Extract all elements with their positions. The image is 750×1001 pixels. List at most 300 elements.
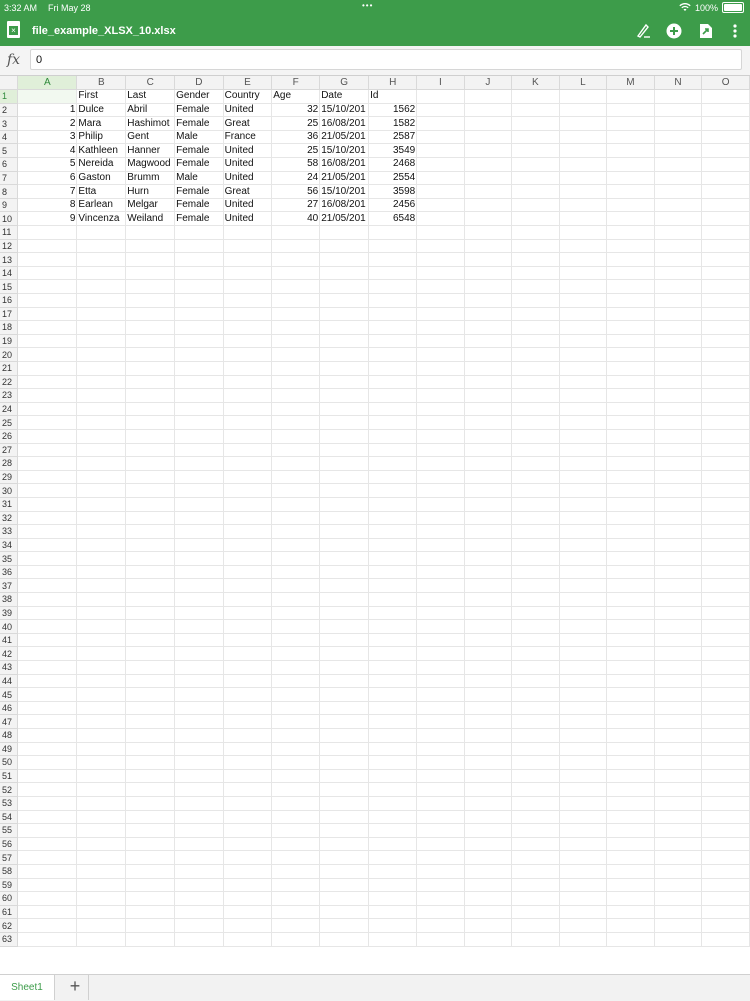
- cell-b22[interactable]: [77, 375, 126, 389]
- cell-d18[interactable]: [175, 321, 224, 335]
- row-header[interactable]: 36: [0, 565, 18, 579]
- cell-j9[interactable]: [464, 198, 511, 212]
- cell-g20[interactable]: [320, 348, 369, 362]
- formula-input[interactable]: 0: [30, 49, 742, 70]
- cell-k56[interactable]: [512, 837, 560, 851]
- cell-b36[interactable]: [77, 565, 126, 579]
- cell-d63[interactable]: [175, 932, 224, 946]
- cell-h61[interactable]: [369, 905, 417, 919]
- cell-o36[interactable]: [702, 565, 750, 579]
- cell-f37[interactable]: [272, 579, 320, 593]
- cell-o22[interactable]: [702, 375, 750, 389]
- cell-l26[interactable]: [559, 429, 607, 443]
- cell-a62[interactable]: [18, 919, 77, 933]
- cell-k37[interactable]: [512, 579, 560, 593]
- cell-l49[interactable]: [559, 742, 607, 756]
- cell-a13[interactable]: [18, 253, 77, 267]
- spreadsheet-file-icon[interactable]: ×: [7, 21, 20, 38]
- cell-h23[interactable]: [369, 389, 417, 403]
- cell-k44[interactable]: [512, 674, 560, 688]
- cell-k23[interactable]: [512, 389, 560, 403]
- cell-c36[interactable]: [126, 565, 175, 579]
- cell-k49[interactable]: [512, 742, 560, 756]
- cell-j1[interactable]: [464, 90, 511, 104]
- cell-n1[interactable]: [654, 90, 702, 104]
- more-icon[interactable]: [726, 22, 744, 40]
- cell-h22[interactable]: [369, 375, 417, 389]
- cell-k20[interactable]: [512, 348, 560, 362]
- cell-b51[interactable]: [77, 769, 126, 783]
- cell-c40[interactable]: [126, 620, 175, 634]
- cell-n61[interactable]: [654, 905, 702, 919]
- cell-e28[interactable]: [223, 457, 272, 471]
- cell-f16[interactable]: [272, 294, 320, 308]
- cell-h5[interactable]: 3549: [369, 144, 417, 158]
- cell-l53[interactable]: [559, 796, 607, 810]
- cell-k38[interactable]: [512, 593, 560, 607]
- cell-l46[interactable]: [559, 701, 607, 715]
- cell-l60[interactable]: [559, 892, 607, 906]
- cell-k1[interactable]: [512, 90, 560, 104]
- cell-m36[interactable]: [607, 565, 655, 579]
- cell-d12[interactable]: [175, 239, 224, 253]
- row-header[interactable]: 40: [0, 620, 18, 634]
- cell-d24[interactable]: [175, 402, 224, 416]
- cell-a63[interactable]: [18, 932, 77, 946]
- cell-l4[interactable]: [559, 130, 607, 144]
- cell-e16[interactable]: [223, 294, 272, 308]
- cell-h32[interactable]: [369, 511, 417, 525]
- cell-e42[interactable]: [223, 647, 272, 661]
- cell-l36[interactable]: [559, 565, 607, 579]
- cell-o8[interactable]: [702, 185, 750, 199]
- cell-m46[interactable]: [607, 701, 655, 715]
- cell-m39[interactable]: [607, 606, 655, 620]
- cell-a51[interactable]: [18, 769, 77, 783]
- cell-d20[interactable]: [175, 348, 224, 362]
- cell-g24[interactable]: [320, 402, 369, 416]
- row-header[interactable]: 50: [0, 756, 18, 770]
- cell-a24[interactable]: [18, 402, 77, 416]
- cell-k40[interactable]: [512, 620, 560, 634]
- cell-n4[interactable]: [654, 130, 702, 144]
- cell-k47[interactable]: [512, 715, 560, 729]
- cell-o16[interactable]: [702, 294, 750, 308]
- cell-a58[interactable]: [18, 864, 77, 878]
- cell-f33[interactable]: [272, 525, 320, 539]
- row-header[interactable]: 26: [0, 429, 18, 443]
- cell-j40[interactable]: [464, 620, 511, 634]
- cell-a6[interactable]: 5: [18, 158, 77, 172]
- cell-f4[interactable]: 36: [272, 130, 320, 144]
- cell-m37[interactable]: [607, 579, 655, 593]
- cell-b49[interactable]: [77, 742, 126, 756]
- cell-j49[interactable]: [464, 742, 511, 756]
- cell-h15[interactable]: [369, 280, 417, 294]
- cell-a61[interactable]: [18, 905, 77, 919]
- cell-l11[interactable]: [559, 226, 607, 240]
- cell-i38[interactable]: [417, 593, 464, 607]
- cell-i27[interactable]: [417, 443, 464, 457]
- cell-k58[interactable]: [512, 864, 560, 878]
- cell-l15[interactable]: [559, 280, 607, 294]
- cell-m35[interactable]: [607, 552, 655, 566]
- cell-m56[interactable]: [607, 837, 655, 851]
- cell-h21[interactable]: [369, 361, 417, 375]
- cell-k26[interactable]: [512, 429, 560, 443]
- cell-l59[interactable]: [559, 878, 607, 892]
- cell-l17[interactable]: [559, 307, 607, 321]
- cell-m15[interactable]: [607, 280, 655, 294]
- cell-g10[interactable]: 21/05/201: [320, 212, 369, 226]
- cell-m30[interactable]: [607, 484, 655, 498]
- cell-e39[interactable]: [223, 606, 272, 620]
- cell-o27[interactable]: [702, 443, 750, 457]
- cell-j47[interactable]: [464, 715, 511, 729]
- cell-l38[interactable]: [559, 593, 607, 607]
- cell-n20[interactable]: [654, 348, 702, 362]
- cell-e58[interactable]: [223, 864, 272, 878]
- cell-o49[interactable]: [702, 742, 750, 756]
- cell-n39[interactable]: [654, 606, 702, 620]
- cell-l45[interactable]: [559, 688, 607, 702]
- cell-i42[interactable]: [417, 647, 464, 661]
- cell-i55[interactable]: [417, 824, 464, 838]
- cell-n9[interactable]: [654, 198, 702, 212]
- cell-k15[interactable]: [512, 280, 560, 294]
- cell-e44[interactable]: [223, 674, 272, 688]
- cell-e22[interactable]: [223, 375, 272, 389]
- cell-d21[interactable]: [175, 361, 224, 375]
- cell-c57[interactable]: [126, 851, 175, 865]
- row-header[interactable]: 7: [0, 171, 18, 185]
- cell-m14[interactable]: [607, 266, 655, 280]
- cell-e50[interactable]: [223, 756, 272, 770]
- cell-j56[interactable]: [464, 837, 511, 851]
- cell-b4[interactable]: Philip: [77, 130, 126, 144]
- cell-d33[interactable]: [175, 525, 224, 539]
- cell-l1[interactable]: [559, 90, 607, 104]
- cell-a19[interactable]: [18, 334, 77, 348]
- cell-o28[interactable]: [702, 457, 750, 471]
- cell-m52[interactable]: [607, 783, 655, 797]
- cell-f44[interactable]: [272, 674, 320, 688]
- cell-m26[interactable]: [607, 429, 655, 443]
- cell-j15[interactable]: [464, 280, 511, 294]
- cell-i28[interactable]: [417, 457, 464, 471]
- cell-k55[interactable]: [512, 824, 560, 838]
- cell-f63[interactable]: [272, 932, 320, 946]
- cell-n62[interactable]: [654, 919, 702, 933]
- cell-e51[interactable]: [223, 769, 272, 783]
- cell-h49[interactable]: [369, 742, 417, 756]
- cell-f29[interactable]: [272, 470, 320, 484]
- cell-i9[interactable]: [417, 198, 464, 212]
- cell-k46[interactable]: [512, 701, 560, 715]
- cell-g52[interactable]: [320, 783, 369, 797]
- cell-c53[interactable]: [126, 796, 175, 810]
- cell-b59[interactable]: [77, 878, 126, 892]
- cell-h36[interactable]: [369, 565, 417, 579]
- cell-i45[interactable]: [417, 688, 464, 702]
- cell-o59[interactable]: [702, 878, 750, 892]
- row-header[interactable]: 41: [0, 633, 18, 647]
- cell-g51[interactable]: [320, 769, 369, 783]
- cell-f32[interactable]: [272, 511, 320, 525]
- cell-o38[interactable]: [702, 593, 750, 607]
- row-header[interactable]: 49: [0, 742, 18, 756]
- cell-d29[interactable]: [175, 470, 224, 484]
- cell-a3[interactable]: 2: [18, 117, 77, 131]
- cell-g3[interactable]: 16/08/201: [320, 117, 369, 131]
- cell-c11[interactable]: [126, 226, 175, 240]
- row-header[interactable]: 13: [0, 253, 18, 267]
- cell-g5[interactable]: 15/10/201: [320, 144, 369, 158]
- cell-a16[interactable]: [18, 294, 77, 308]
- cell-n30[interactable]: [654, 484, 702, 498]
- cell-n21[interactable]: [654, 361, 702, 375]
- cell-d46[interactable]: [175, 701, 224, 715]
- cell-m51[interactable]: [607, 769, 655, 783]
- cell-e48[interactable]: [223, 729, 272, 743]
- cell-j29[interactable]: [464, 470, 511, 484]
- cell-d55[interactable]: [175, 824, 224, 838]
- cell-o51[interactable]: [702, 769, 750, 783]
- row-header[interactable]: 3: [0, 117, 18, 131]
- cell-j58[interactable]: [464, 864, 511, 878]
- cell-a28[interactable]: [18, 457, 77, 471]
- cell-m24[interactable]: [607, 402, 655, 416]
- cell-e30[interactable]: [223, 484, 272, 498]
- cell-i7[interactable]: [417, 171, 464, 185]
- cell-j30[interactable]: [464, 484, 511, 498]
- cell-l41[interactable]: [559, 633, 607, 647]
- cell-a48[interactable]: [18, 729, 77, 743]
- cell-c38[interactable]: [126, 593, 175, 607]
- cell-k43[interactable]: [512, 661, 560, 675]
- cell-m60[interactable]: [607, 892, 655, 906]
- cell-j4[interactable]: [464, 130, 511, 144]
- cell-g21[interactable]: [320, 361, 369, 375]
- cell-o18[interactable]: [702, 321, 750, 335]
- cell-n11[interactable]: [654, 226, 702, 240]
- add-circle-icon[interactable]: [665, 22, 683, 40]
- cell-l63[interactable]: [559, 932, 607, 946]
- cell-o30[interactable]: [702, 484, 750, 498]
- cell-o54[interactable]: [702, 810, 750, 824]
- cell-l9[interactable]: [559, 198, 607, 212]
- cell-i25[interactable]: [417, 416, 464, 430]
- cell-f35[interactable]: [272, 552, 320, 566]
- cell-k25[interactable]: [512, 416, 560, 430]
- cell-e29[interactable]: [223, 470, 272, 484]
- cell-j22[interactable]: [464, 375, 511, 389]
- cell-o24[interactable]: [702, 402, 750, 416]
- cell-d56[interactable]: [175, 837, 224, 851]
- cell-n63[interactable]: [654, 932, 702, 946]
- cell-f15[interactable]: [272, 280, 320, 294]
- cell-i29[interactable]: [417, 470, 464, 484]
- row-header[interactable]: 20: [0, 348, 18, 362]
- cell-n3[interactable]: [654, 117, 702, 131]
- cell-j26[interactable]: [464, 429, 511, 443]
- cell-m49[interactable]: [607, 742, 655, 756]
- row-header[interactable]: 45: [0, 688, 18, 702]
- cell-o12[interactable]: [702, 239, 750, 253]
- cell-a39[interactable]: [18, 606, 77, 620]
- cell-k16[interactable]: [512, 294, 560, 308]
- cell-i6[interactable]: [417, 158, 464, 172]
- cell-b9[interactable]: Earlean: [77, 198, 126, 212]
- cell-d23[interactable]: [175, 389, 224, 403]
- cell-o19[interactable]: [702, 334, 750, 348]
- cell-n50[interactable]: [654, 756, 702, 770]
- cell-h8[interactable]: 3598: [369, 185, 417, 199]
- cell-a35[interactable]: [18, 552, 77, 566]
- cell-n5[interactable]: [654, 144, 702, 158]
- cell-b43[interactable]: [77, 661, 126, 675]
- cell-k6[interactable]: [512, 158, 560, 172]
- cell-j41[interactable]: [464, 633, 511, 647]
- cell-l3[interactable]: [559, 117, 607, 131]
- cell-c9[interactable]: Melgar: [126, 198, 175, 212]
- cell-a55[interactable]: [18, 824, 77, 838]
- cell-e54[interactable]: [223, 810, 272, 824]
- cell-l25[interactable]: [559, 416, 607, 430]
- cell-g19[interactable]: [320, 334, 369, 348]
- cell-h30[interactable]: [369, 484, 417, 498]
- cell-d2[interactable]: Female: [175, 103, 224, 117]
- cell-o10[interactable]: [702, 212, 750, 226]
- cell-m58[interactable]: [607, 864, 655, 878]
- row-header[interactable]: 39: [0, 606, 18, 620]
- cell-d34[interactable]: [175, 538, 224, 552]
- cell-m22[interactable]: [607, 375, 655, 389]
- cell-d14[interactable]: [175, 266, 224, 280]
- cell-j18[interactable]: [464, 321, 511, 335]
- cell-d43[interactable]: [175, 661, 224, 675]
- cell-j57[interactable]: [464, 851, 511, 865]
- row-header[interactable]: 48: [0, 729, 18, 743]
- cell-g28[interactable]: [320, 457, 369, 471]
- cell-o41[interactable]: [702, 633, 750, 647]
- cell-j7[interactable]: [464, 171, 511, 185]
- cell-g39[interactable]: [320, 606, 369, 620]
- cell-f13[interactable]: [272, 253, 320, 267]
- cell-g63[interactable]: [320, 932, 369, 946]
- cell-f59[interactable]: [272, 878, 320, 892]
- cell-m50[interactable]: [607, 756, 655, 770]
- cell-l56[interactable]: [559, 837, 607, 851]
- cell-h11[interactable]: [369, 226, 417, 240]
- cell-n7[interactable]: [654, 171, 702, 185]
- cell-d4[interactable]: Male: [175, 130, 224, 144]
- cell-g46[interactable]: [320, 701, 369, 715]
- cell-j34[interactable]: [464, 538, 511, 552]
- cell-m9[interactable]: [607, 198, 655, 212]
- cell-h52[interactable]: [369, 783, 417, 797]
- cell-i57[interactable]: [417, 851, 464, 865]
- cell-c54[interactable]: [126, 810, 175, 824]
- cell-d36[interactable]: [175, 565, 224, 579]
- cell-j50[interactable]: [464, 756, 511, 770]
- cell-o42[interactable]: [702, 647, 750, 661]
- cell-d10[interactable]: Female: [175, 212, 224, 226]
- cell-o4[interactable]: [702, 130, 750, 144]
- row-header[interactable]: 18: [0, 321, 18, 335]
- cell-b42[interactable]: [77, 647, 126, 661]
- cell-b1[interactable]: First: [77, 90, 126, 104]
- cell-l10[interactable]: [559, 212, 607, 226]
- cell-d11[interactable]: [175, 226, 224, 240]
- cell-g2[interactable]: 15/10/201: [320, 103, 369, 117]
- cell-e2[interactable]: United: [223, 103, 272, 117]
- cell-c21[interactable]: [126, 361, 175, 375]
- cell-a11[interactable]: [18, 226, 77, 240]
- cell-i51[interactable]: [417, 769, 464, 783]
- cell-l42[interactable]: [559, 647, 607, 661]
- multitask-dots-icon[interactable]: •••: [362, 1, 374, 10]
- cell-m45[interactable]: [607, 688, 655, 702]
- cell-c13[interactable]: [126, 253, 175, 267]
- cell-a56[interactable]: [18, 837, 77, 851]
- cell-g34[interactable]: [320, 538, 369, 552]
- cell-g40[interactable]: [320, 620, 369, 634]
- cell-f23[interactable]: [272, 389, 320, 403]
- cell-j44[interactable]: [464, 674, 511, 688]
- cell-h28[interactable]: [369, 457, 417, 471]
- cell-h50[interactable]: [369, 756, 417, 770]
- cell-a7[interactable]: 6: [18, 171, 77, 185]
- cell-m38[interactable]: [607, 593, 655, 607]
- cell-b54[interactable]: [77, 810, 126, 824]
- cell-e11[interactable]: [223, 226, 272, 240]
- cell-a27[interactable]: [18, 443, 77, 457]
- cell-l21[interactable]: [559, 361, 607, 375]
- cell-k41[interactable]: [512, 633, 560, 647]
- column-header-b[interactable]: B: [77, 76, 126, 90]
- cell-h35[interactable]: [369, 552, 417, 566]
- cell-e19[interactable]: [223, 334, 272, 348]
- cell-b10[interactable]: Vincenza: [77, 212, 126, 226]
- cell-i12[interactable]: [417, 239, 464, 253]
- cell-m11[interactable]: [607, 226, 655, 240]
- cell-e24[interactable]: [223, 402, 272, 416]
- cell-e60[interactable]: [223, 892, 272, 906]
- cell-h39[interactable]: [369, 606, 417, 620]
- cell-i46[interactable]: [417, 701, 464, 715]
- row-header[interactable]: 19: [0, 334, 18, 348]
- cell-g13[interactable]: [320, 253, 369, 267]
- cell-h18[interactable]: [369, 321, 417, 335]
- cell-h58[interactable]: [369, 864, 417, 878]
- cell-l19[interactable]: [559, 334, 607, 348]
- cell-b11[interactable]: [77, 226, 126, 240]
- cell-g23[interactable]: [320, 389, 369, 403]
- cell-j32[interactable]: [464, 511, 511, 525]
- cell-l51[interactable]: [559, 769, 607, 783]
- cell-j59[interactable]: [464, 878, 511, 892]
- cell-o46[interactable]: [702, 701, 750, 715]
- cell-d49[interactable]: [175, 742, 224, 756]
- cell-b53[interactable]: [77, 796, 126, 810]
- cell-j36[interactable]: [464, 565, 511, 579]
- cell-n16[interactable]: [654, 294, 702, 308]
- cell-j6[interactable]: [464, 158, 511, 172]
- add-sheet-button[interactable]: +: [62, 975, 89, 1000]
- row-header[interactable]: 57: [0, 851, 18, 865]
- cell-n32[interactable]: [654, 511, 702, 525]
